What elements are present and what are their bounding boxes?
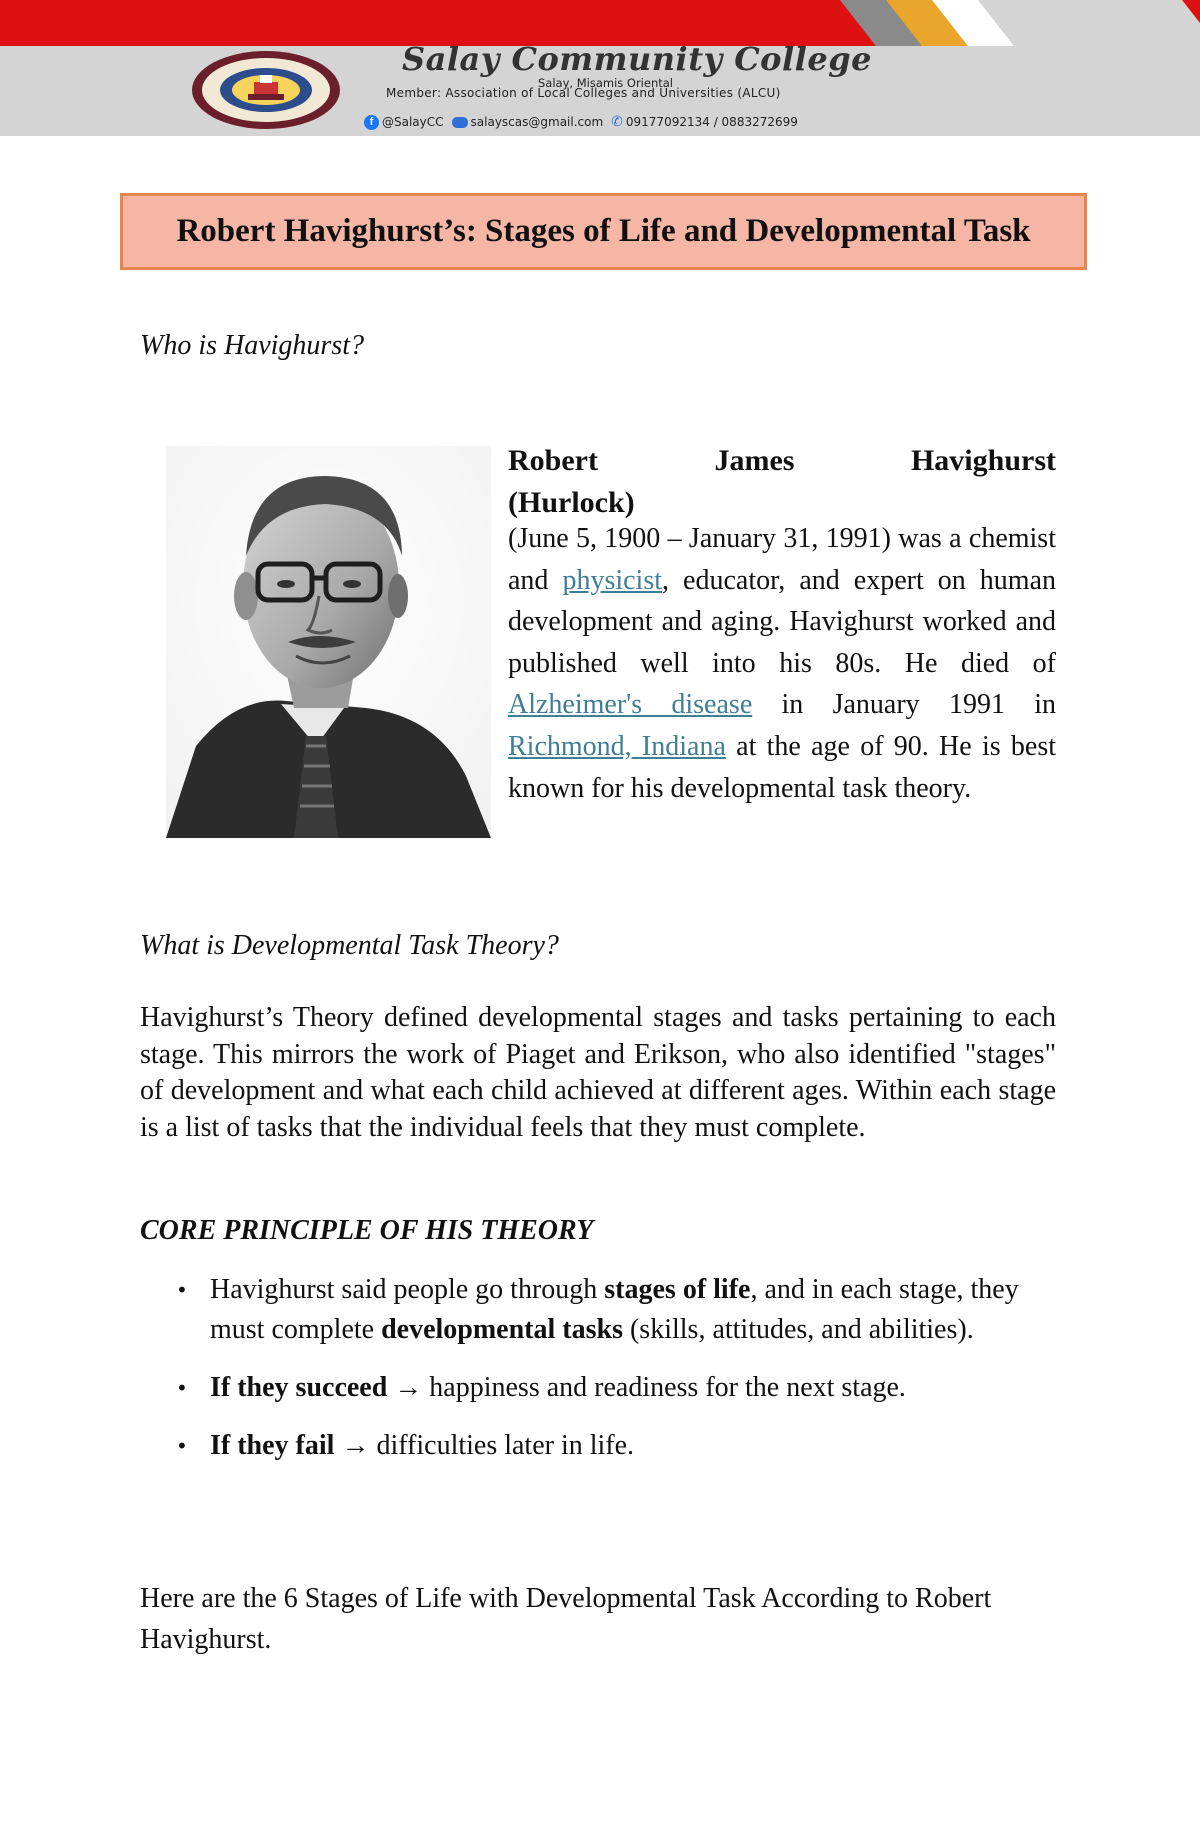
- bio-text-2: , educator, and expert on human development and aging. Havighurst worked and published well into his 80s. He died of: [508, 564, 1056, 679]
- email-icon: [452, 117, 468, 128]
- college-name: Salay Community College: [402, 40, 872, 78]
- bullet-icon: •: [176, 1376, 188, 1400]
- facebook-icon: f: [364, 115, 379, 130]
- bullet-bold: developmental tasks: [381, 1314, 623, 1345]
- college-seal-logo: [190, 50, 342, 130]
- bullet-text: → difficulties later in life.: [334, 1430, 635, 1461]
- bio-text-1: (June 5, 1900 – January 31, 1991) was a chemist and: [508, 523, 1056, 596]
- bullet-bold: stages of life: [604, 1274, 751, 1305]
- contact-row: [364, 114, 798, 130]
- who-heading: Who is Havighurst?: [140, 330, 364, 361]
- bullet-text: → happiness and readiness for the next stage.: [387, 1372, 906, 1403]
- bio-text-4: at the age of 90. He is best known for his developmental task theory.: [508, 730, 1056, 804]
- theory-paragraph: Havighurst’s Theory defined developmental stages and tasks pertaining to each stage. This mirrors the work of Piaget and Erikson, who also identified "stages" of development and what each child achieved at different ages. Within each stage is a list of tasks that the individual feels that they must complete.: [140, 1002, 1056, 1143]
- bio-name-alias: (Hurlock): [508, 486, 635, 519]
- facebook-contact[interactable]: [364, 115, 444, 130]
- college-location: Salay, Misamis Oriental: [538, 76, 673, 90]
- bullet-bold: If they succeed: [210, 1372, 388, 1403]
- physicist-link[interactable]: physicist: [562, 564, 663, 596]
- bullet-text: , and in each stage, they must complete: [210, 1274, 1019, 1345]
- closing-paragraph: Here are the 6 Stages of Life with Developmental Task According to Robert Havighurst.: [140, 1583, 992, 1655]
- havighurst-portrait: [166, 446, 491, 838]
- phone-numbers: 09177092134 / 0883272699: [625, 115, 798, 129]
- list-item: [176, 1426, 1056, 1466]
- bullet-icon: •: [176, 1278, 188, 1302]
- phone-icon: ✆: [611, 114, 623, 130]
- title-box: [120, 193, 1087, 270]
- bullet-text: Havighurst said people go through: [210, 1274, 605, 1305]
- bullet-text: (skills, attitudes, and abilities).: [622, 1314, 974, 1345]
- bio-name: Robert James Havighurst: [508, 444, 1056, 477]
- richmond-indiana-link[interactable]: Richmond, Indiana: [508, 730, 726, 762]
- theory-heading: What is Developmental Task Theory?: [140, 930, 559, 961]
- bullet-icon: •: [176, 1434, 188, 1458]
- list-item: [176, 1368, 1056, 1408]
- bio-text-3: in January 1991 in: [752, 689, 1056, 721]
- college-membership: Member: Association of Local Colleges and Universities (ALCU): [386, 86, 781, 100]
- banner-end-stripe: [978, 0, 1200, 46]
- phone-contact[interactable]: [611, 114, 798, 130]
- facebook-handle: @SalayCC: [382, 115, 444, 129]
- email-address: salayscas@gmail.com: [470, 115, 604, 129]
- page-title: Robert Havighurst’s: Stages of Life and Developmental Task: [176, 213, 1031, 249]
- email-contact[interactable]: [452, 115, 604, 129]
- bio-paragraph: [508, 518, 1056, 809]
- alzheimers-link[interactable]: Alzheimer's disease: [508, 689, 753, 721]
- core-principle-list: [176, 1270, 1056, 1484]
- bullet-bold: If they fail: [210, 1430, 335, 1461]
- list-item: [176, 1270, 1056, 1350]
- header-banner: [0, 0, 1200, 136]
- core-principle-heading: CORE PRINCIPLE OF HIS THEORY: [140, 1215, 594, 1246]
